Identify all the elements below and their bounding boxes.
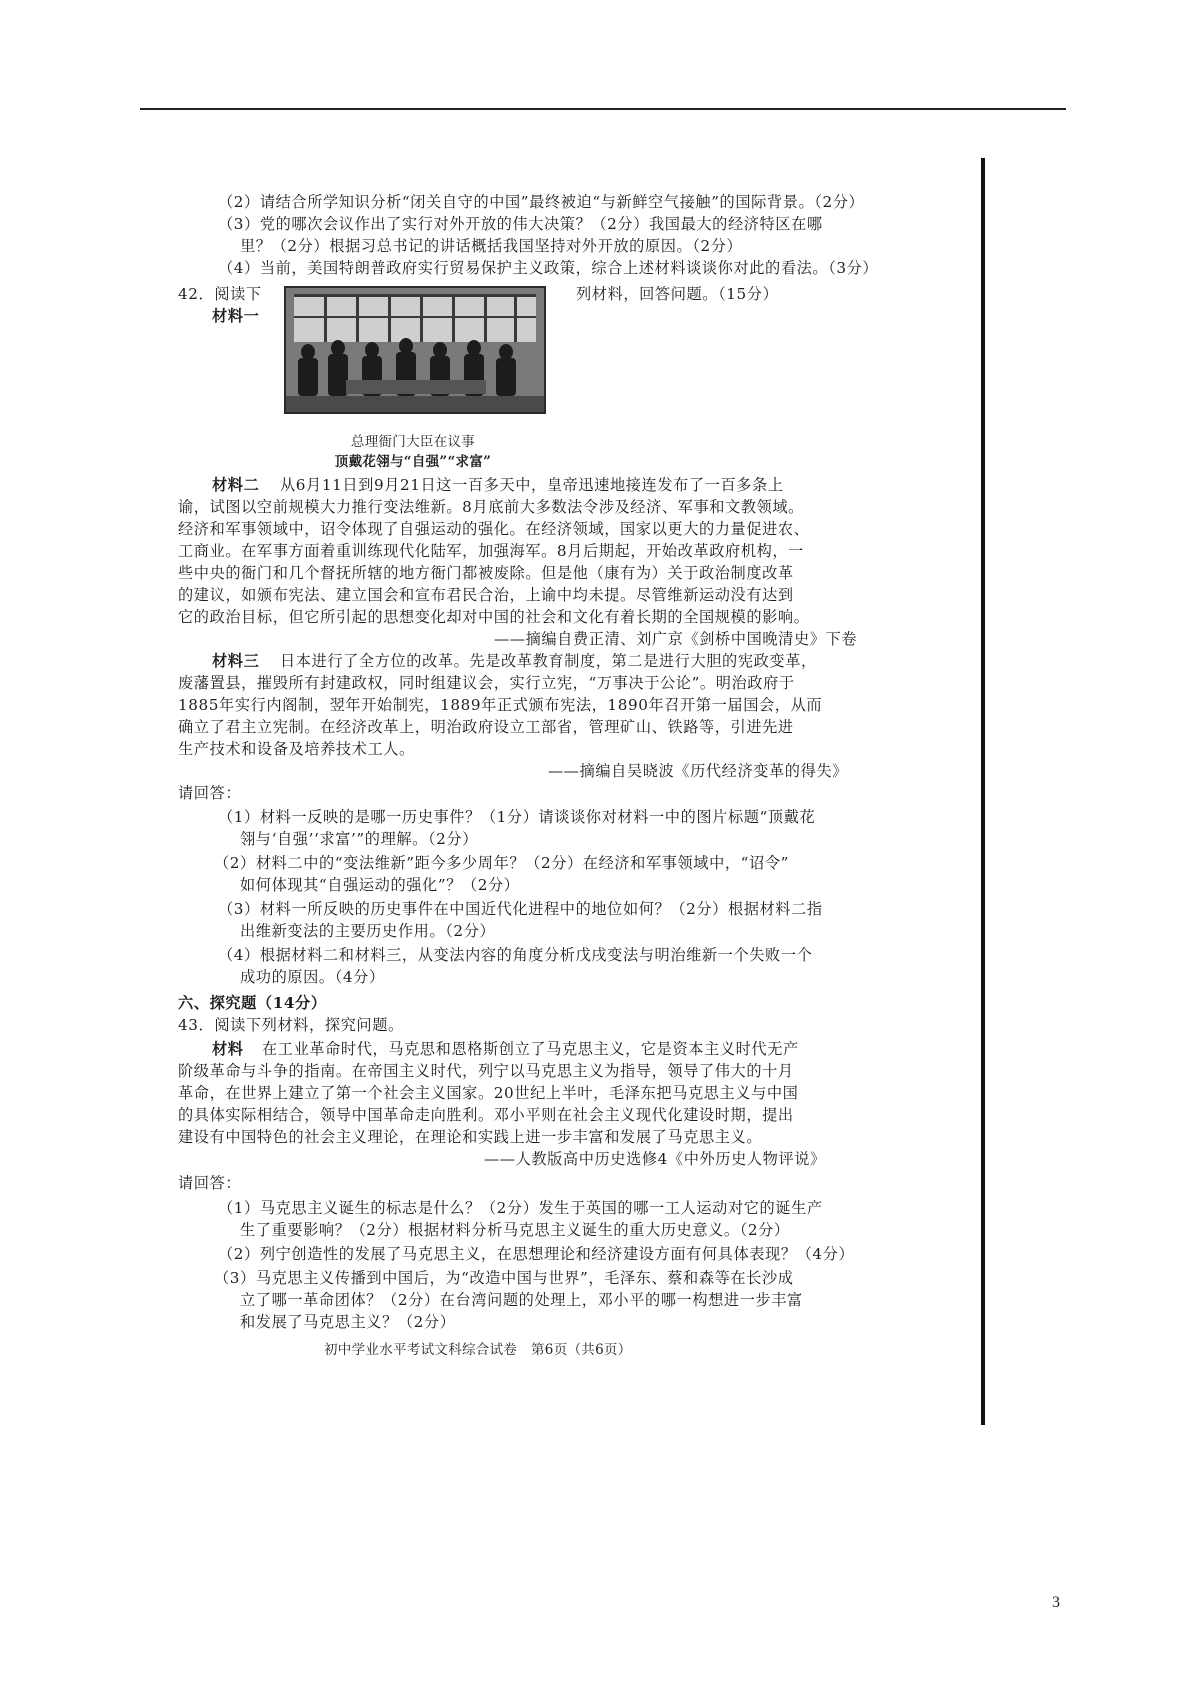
q43-question-1: （1）马克思主义诞生的标志是什么？（2分）发生于英国的哪一工人运动对它的诞生产	[218, 1199, 823, 1217]
material1-label: 材料一	[212, 307, 260, 325]
q42-question-4: （4）根据材料二和材料三，从变法内容的角度分析戊戌变法与明治维新一个失败一个	[218, 946, 813, 964]
photo-caption-1: 总理衙门大臣在议事	[350, 434, 476, 450]
q43-material-line-5: 建设有中国特色的社会主义理论，在理论和实践上进一步丰富和发展了马克思主义。	[178, 1128, 763, 1146]
q43-question-3-cont2: 和发展了马克思主义？（2分）	[240, 1313, 456, 1331]
q42-question-1-cont: 翎与‘自强’‘求富’”的理解。（2分）	[240, 830, 478, 848]
material3-source: ——摘编自吴晓波《历代经济变革的得失》	[548, 762, 848, 780]
q42-question-4-cont: 成功的原因。（4分）	[240, 968, 385, 986]
page-number: 3	[1052, 1594, 1060, 1611]
q41-part-3-cont: 里？（2分）根据习总书记的讲话概括我国坚持对外开放的原因。（2分）	[240, 237, 743, 255]
q43-material-label: 材料	[212, 1040, 244, 1058]
material3-line-5: 生产技术和设备及培养技术工人。	[178, 740, 415, 758]
q43-material-line-1: 在工业革命时代，马克思和恩格斯创立了马克思主义，它是资本主义时代无产	[262, 1040, 799, 1058]
material2-line-4: 工商业。在军事方面着重训练现代化陆军，加强海军。8月后期起，开始改革政府机构，一	[178, 542, 804, 560]
q43-question-2: （2）列宁创造性的发展了马克思主义，在思想理论和经济建设方面有何具体表现？（4分）	[218, 1245, 855, 1263]
material2-line-7: 它的政治目标，但它所引起的思想变化却对中国的社会和文化有着长期的全国规模的影响。	[178, 608, 810, 626]
q42-question-1: （1）材料一反映的是哪一历史事件？（1分）请谈谈你对材料一中的图片标题“顶戴花	[218, 808, 816, 826]
q41-part-4: （4）当前，美国特朗普政府实行贸易保护主义政策，综合上述材料谈谈你对此的看法。（3分）	[218, 259, 879, 277]
q42-question-2-cont: 如何体现其“自强运动的强化”？（2分）	[240, 876, 520, 894]
q42-question-3-cont: 出维新变法的主要历史作用。（2分）	[240, 922, 496, 940]
q43-material-line-4: 的具体实际相结合，领导中国革命走向胜利。邓小平则在社会主义现代化建设时期，提出	[178, 1106, 794, 1124]
q42-question-2: （2）材料二中的“变法维新”距今多少周年？（2分）在经济和军事领域中，“诏令”	[214, 854, 789, 872]
exam-footer: 初中学业水平考试文科综合试卷 第6页（共6页）	[324, 1342, 632, 1358]
q43-material-source: ——人教版高中历史选修4《中外历史人物评说》	[484, 1150, 826, 1168]
material3-line-3: 1885年实行内阁制，翌年开始制宪，1889年正式颁布宪法，1890年召开第一届国会，从而	[178, 696, 823, 714]
material2-line-5: 些中央的衙门和几个督抚所辖的地方衙门都被废除。但是他（康有为）关于政治制度改革	[178, 564, 794, 582]
material2-source: ——摘编自费正清、刘广京《剑桥中国晚清史》下卷	[494, 630, 858, 648]
q43-answer-prompt: 请回答：	[178, 1174, 242, 1192]
q43-material-line-3: 革命，在世界上建立了第一个社会主义国家。20世纪上半叶，毛泽东把马克思主义与中国	[178, 1084, 799, 1102]
material3-line-2: 废藩置县，摧毁所有封建政权，同时组建议会，实行立宪，“万事决于公论”。明治政府于	[178, 674, 795, 692]
q43-question-3: （3）马克思主义传播到中国后，为“改造中国与世界”，毛泽东、蔡和森等在长沙成	[214, 1269, 794, 1287]
material2-line-2: 谕，试图以空前规模大力推行变法维新。8月底前大多数法令涉及经济、军事和文教领域。	[178, 498, 804, 516]
q43-question-1-cont: 生了重要影响？（2分）根据材料分析马克思主义诞生的重大历史意义。（2分）	[240, 1221, 790, 1239]
section6-heading: 六、探究题（14分）	[178, 994, 327, 1012]
material3-label: 材料三	[212, 652, 260, 670]
q41-part-3: （3）党的哪次会议作出了实行对外开放的伟大决策？（2分）我国最大的经济特区在哪	[218, 215, 823, 233]
historical-photo	[284, 286, 546, 414]
material2-line-1: 从6月11日到9月21日这一百多天中，皇帝迅速地接连发布了一百多条上	[280, 476, 784, 494]
material2-label: 材料二	[212, 476, 260, 494]
material2-line-6: 的建议，如颁布宪法、建立国会和宣布君民合治，上谕中均未提。尽管维新运动没有达到	[178, 586, 794, 604]
material2-line-3: 经济和军事领域中，诏令体现了自强运动的强化。在经济领域，国家以更大的力量促进农、	[178, 520, 810, 538]
q42-intro-left: 42．阅读下	[178, 285, 262, 303]
q43-question-3-cont: 立了哪一革命团体？（2分）在台湾问题的处理上，邓小平的哪一构想进一步丰富	[240, 1291, 803, 1309]
photo-caption-2: 顶戴花翎与“自强”“求富”	[334, 454, 492, 470]
q42-intro-right: 列材料，回答问题。（15分）	[576, 285, 779, 303]
material3-line-1: 日本进行了全方位的改革。先是改革教育制度，第二是进行大胆的宪政变革，	[280, 652, 817, 670]
q42-question-3: （3）材料一所反映的历史事件在中国近代化进程中的地位如何？（2分）根据材料二指	[218, 900, 823, 918]
q43-intro: 43．阅读下列材料，探究问题。	[178, 1016, 404, 1034]
material3-line-4: 确立了君主立宪制。在经济改革上，明治政府设立工部省，管理矿山、铁路等，引进先进	[178, 718, 794, 736]
q43-material-line-2: 阶级革命与斗争的指南。在帝国主义时代，列宁以马克思主义为指导，领导了伟大的十月	[178, 1062, 794, 1080]
q42-answer-prompt: 请回答：	[178, 784, 242, 802]
q41-part-2: （2）请结合所学知识分析“闭关自守的中国”最终被迫“与新鲜空气接触”的国际背景。（2分）	[218, 193, 865, 211]
